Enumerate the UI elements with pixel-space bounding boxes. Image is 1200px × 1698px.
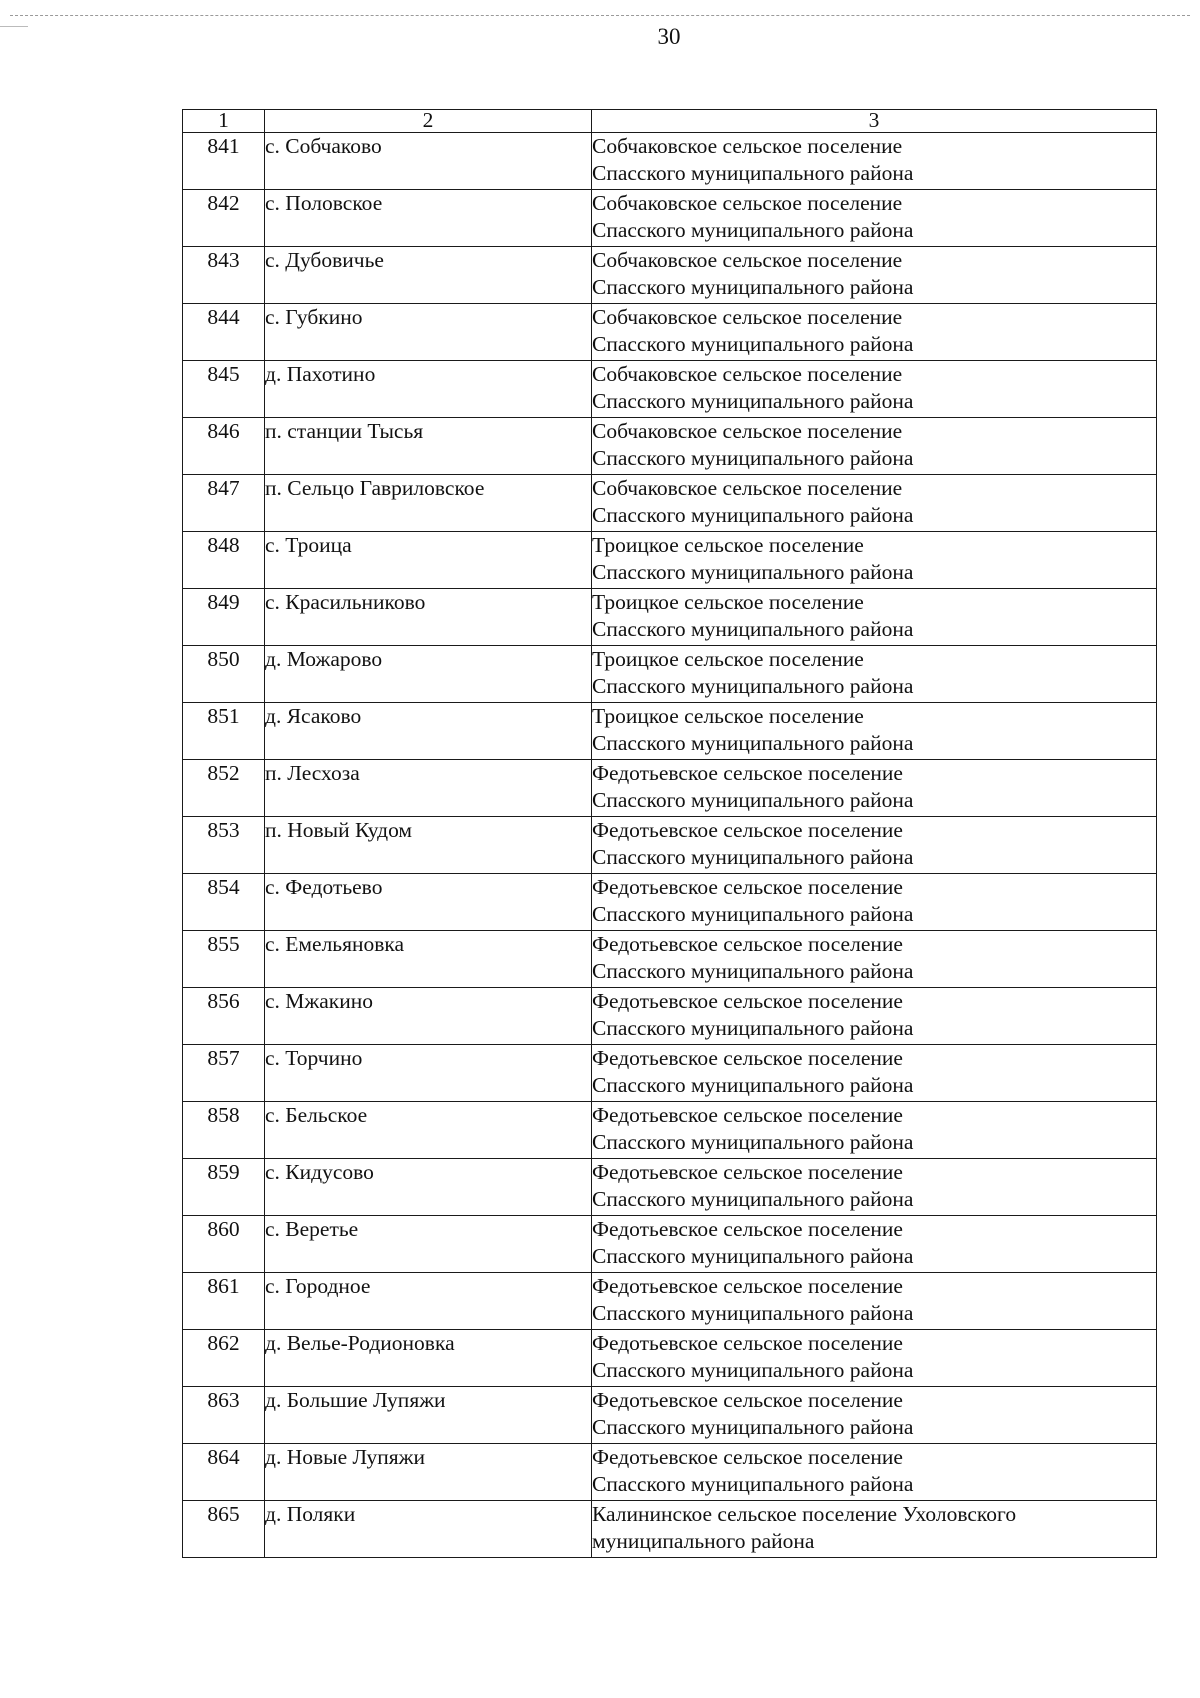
municipality-line: Троицкое сельское поселение (592, 704, 864, 728)
table-row (183, 361, 1157, 418)
table-row (183, 1501, 1157, 1558)
table-row (183, 1444, 1157, 1501)
municipality-cell (592, 1216, 1157, 1273)
page-number: 30 (657, 24, 681, 49)
municipality-cell (592, 475, 1157, 532)
table-row (183, 760, 1157, 817)
municipality-line: Федотьевское сельское поселение (592, 818, 903, 842)
table-row (183, 1273, 1157, 1330)
municipality-line: Федотьевское сельское поселение (592, 761, 903, 785)
table-row (183, 817, 1157, 874)
settlement-name: с. Веретье (265, 1216, 592, 1273)
row-number: 858 (183, 1102, 265, 1159)
settlement-name: д. Поляки (265, 1501, 592, 1558)
settlement-name: с. Кидусово (265, 1159, 592, 1216)
municipality-cell (592, 418, 1157, 475)
row-number: 850 (183, 646, 265, 703)
municipality-line: Спасского муниципального района (592, 503, 914, 527)
column-header-number: 1 (183, 110, 265, 133)
table-row (183, 190, 1157, 247)
municipality-cell (592, 304, 1157, 361)
municipality-line: Спасского муниципального района (592, 1130, 914, 1154)
municipality-line: Спасского муниципального района (592, 1244, 914, 1268)
municipality-cell (592, 646, 1157, 703)
municipality-line: Спасского муниципального района (592, 1301, 914, 1325)
settlement-name: с. Красильниково (265, 589, 592, 646)
municipality-line: Спасского муниципального района (592, 902, 914, 926)
municipality-line: Спасского муниципального района (592, 845, 914, 869)
settlement-name: с. Собчаково (265, 133, 592, 190)
settlement-name: д. Пахотино (265, 361, 592, 418)
table-row (183, 1159, 1157, 1216)
municipality-line: Федотьевское сельское поселение (592, 1274, 903, 1298)
municipality-line: Федотьевское сельское поселение (592, 1331, 903, 1355)
municipality-cell (592, 874, 1157, 931)
settlement-name: с. Городное (265, 1273, 592, 1330)
row-number: 853 (183, 817, 265, 874)
municipality-line: Федотьевское сельское поселение (592, 989, 903, 1013)
settlement-name: с. Федотьево (265, 874, 592, 931)
municipality-line: Спасского муниципального района (592, 1187, 914, 1211)
municipality-cell (592, 703, 1157, 760)
table-row (183, 589, 1157, 646)
municipality-cell (592, 361, 1157, 418)
municipality-line: Собчаковское сельское поселение (592, 248, 903, 272)
municipality-cell (592, 1387, 1157, 1444)
municipality-line: Федотьевское сельское поселение (592, 875, 903, 899)
municipality-line: Троицкое сельское поселение (592, 647, 864, 671)
municipality-line: Федотьевское сельское поселение (592, 1046, 903, 1070)
row-number: 864 (183, 1444, 265, 1501)
settlements-table (182, 109, 1157, 1558)
table-row (183, 247, 1157, 304)
table-row (183, 304, 1157, 361)
table-row (183, 931, 1157, 988)
column-header-municipality: 3 (592, 110, 1157, 133)
table-row (183, 988, 1157, 1045)
municipality-line: Спасского муниципального района (592, 389, 914, 413)
municipality-cell (592, 1045, 1157, 1102)
row-number: 861 (183, 1273, 265, 1330)
municipality-line: Федотьевское сельское поселение (592, 1160, 903, 1184)
row-number: 856 (183, 988, 265, 1045)
municipality-line: Спасского муниципального района (592, 275, 914, 299)
municipality-line: Спасского муниципального района (592, 1073, 914, 1097)
row-number: 852 (183, 760, 265, 817)
row-number: 847 (183, 475, 265, 532)
municipality-line: Собчаковское сельское поселение (592, 419, 903, 443)
settlement-name: д. Можарово (265, 646, 592, 703)
settlement-name: с. Половское (265, 190, 592, 247)
row-number: 863 (183, 1387, 265, 1444)
municipality-cell (592, 1273, 1157, 1330)
table-body (183, 133, 1157, 1558)
municipality-cell (592, 532, 1157, 589)
municipality-cell (592, 1102, 1157, 1159)
municipality-cell (592, 247, 1157, 304)
table-row (183, 646, 1157, 703)
table-header-row (183, 110, 1157, 133)
municipality-line: Спасского муниципального района (592, 218, 914, 242)
municipality-line: Спасского муниципального района (592, 788, 914, 812)
row-number: 848 (183, 532, 265, 589)
table-row (183, 475, 1157, 532)
row-number: 845 (183, 361, 265, 418)
table-row (183, 1330, 1157, 1387)
municipality-cell (592, 133, 1157, 190)
table-row (183, 418, 1157, 475)
row-number: 843 (183, 247, 265, 304)
municipality-line: Спасского муниципального района (592, 959, 914, 983)
municipality-cell (592, 589, 1157, 646)
municipality-line: Спасского муниципального района (592, 1016, 914, 1040)
settlement-name: д. Большие Лупяжи (265, 1387, 592, 1444)
municipality-cell (592, 988, 1157, 1045)
municipality-line: Спасского муниципального района (592, 731, 914, 755)
municipality-line: Федотьевское сельское поселение (592, 1445, 903, 1469)
column-header-settlement: 2 (265, 110, 592, 133)
municipality-cell (592, 817, 1157, 874)
row-number: 860 (183, 1216, 265, 1273)
table-row (183, 1216, 1157, 1273)
municipality-line: Спасского муниципального района (592, 1358, 914, 1382)
row-number: 844 (183, 304, 265, 361)
municipality-cell (592, 1444, 1157, 1501)
row-number: 851 (183, 703, 265, 760)
table-row (183, 1102, 1157, 1159)
settlement-name: с. Емельяновка (265, 931, 592, 988)
row-number: 865 (183, 1501, 265, 1558)
municipality-line: Спасского муниципального района (592, 446, 914, 470)
municipality-line: Спасского муниципального района (592, 332, 914, 356)
settlement-name: п. Сельцо Гавриловское (265, 475, 592, 532)
municipality-line: Спасского муниципального района (592, 674, 914, 698)
row-number: 857 (183, 1045, 265, 1102)
table-row (183, 1387, 1157, 1444)
municipality-line: Федотьевское сельское поселение (592, 1103, 903, 1127)
row-number: 842 (183, 190, 265, 247)
settlement-name: д. Ясаково (265, 703, 592, 760)
municipality-line: Федотьевское сельское поселение (592, 1217, 903, 1241)
municipality-line: Троицкое сельское поселение (592, 590, 864, 614)
municipality-line: Спасского муниципального района (592, 1415, 914, 1439)
municipality-line: Собчаковское сельское поселение (592, 191, 903, 215)
municipality-cell (592, 1501, 1157, 1558)
settlement-name: п. Лесхоза (265, 760, 592, 817)
municipality-line: Спасского муниципального района (592, 161, 914, 185)
municipality-line: Спасского муниципального района (592, 560, 914, 584)
settlement-name: д. Велье-Родионовка (265, 1330, 592, 1387)
settlement-name: с. Губкино (265, 304, 592, 361)
row-number: 855 (183, 931, 265, 988)
settlement-name: с. Торчино (265, 1045, 592, 1102)
row-number: 854 (183, 874, 265, 931)
municipality-cell (592, 931, 1157, 988)
table-row (183, 532, 1157, 589)
municipality-cell (592, 190, 1157, 247)
table-row (183, 133, 1157, 190)
municipality-line: муниципального района (592, 1529, 815, 1553)
municipality-line: Федотьевское сельское поселение (592, 932, 903, 956)
settlement-name: п. станции Тысья (265, 418, 592, 475)
municipality-line: Спасского муниципального района (592, 617, 914, 641)
table-row (183, 874, 1157, 931)
municipality-line: Собчаковское сельское поселение (592, 134, 903, 158)
settlement-name: с. Бельское (265, 1102, 592, 1159)
municipality-cell (592, 1330, 1157, 1387)
settlement-name: с. Дубовичье (265, 247, 592, 304)
municipality-line: Федотьевское сельское поселение (592, 1388, 903, 1412)
settlement-name: с. Мжакино (265, 988, 592, 1045)
municipality-line: Собчаковское сельское поселение (592, 305, 903, 329)
scan-edge-line (10, 15, 1190, 16)
municipality-line: Собчаковское сельское поселение (592, 476, 903, 500)
municipality-line: Спасского муниципального района (592, 1472, 914, 1496)
settlement-name: д. Новые Лупяжи (265, 1444, 592, 1501)
settlement-name: п. Новый Кудом (265, 817, 592, 874)
municipality-cell (592, 1159, 1157, 1216)
table-row (183, 1045, 1157, 1102)
row-number: 841 (183, 133, 265, 190)
municipality-line: Собчаковское сельское поселение (592, 362, 903, 386)
row-number: 859 (183, 1159, 265, 1216)
row-number: 862 (183, 1330, 265, 1387)
row-number: 846 (183, 418, 265, 475)
municipality-cell (592, 760, 1157, 817)
row-number: 849 (183, 589, 265, 646)
municipality-line: Троицкое сельское поселение (592, 533, 864, 557)
settlement-name: с. Троица (265, 532, 592, 589)
municipality-line: Калининское сельское поселение Ухоловского (592, 1502, 1017, 1526)
table-row (183, 703, 1157, 760)
